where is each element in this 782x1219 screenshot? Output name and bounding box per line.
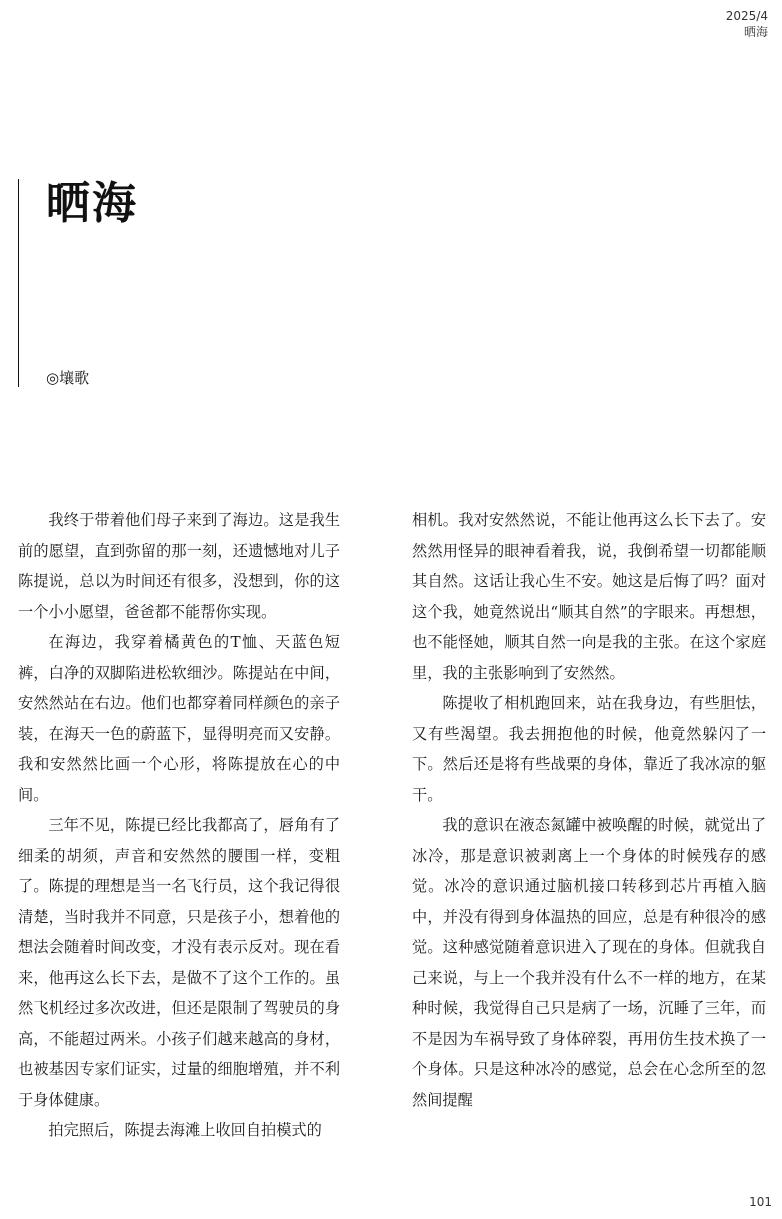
right-column <box>412 505 766 1115</box>
paragraph: 在海边，我穿着橘黄色的T恤、天蓝色短裤，白净的双脚陷进松软细沙。陈提站在中间，安然然站在右边。他们也都穿着同样颜色的亲子装，在海天一色的蔚蓝下，显得明亮而又安静。我和安然然比画一个心形，将陈提放在心的中间。 <box>18 633 340 804</box>
paragraph: 拍完照后，陈提去海滩上收回自拍模式的 <box>48 1121 322 1139</box>
running-header <box>726 8 768 40</box>
article-title: 晒海 <box>46 178 138 229</box>
paragraph: 我终于带着他们母子来到了海边。这是我生前的愿望，直到弥留的那一刻，还遗憾地对儿子陈提说，总以为时间还有很多，没想到，你的这一个小小愿望，爸爸都不能帮你实现。 <box>18 511 340 621</box>
page-number: 101 <box>749 1195 772 1209</box>
paragraph: 陈提收了相机跑回来，站在我身边，有些胆怯，又有些渴望。我去拥抱他的时候，他竟然躲闪了一下。然后还是将有些战栗的身体，靠近了我冰凉的躯干。 <box>412 694 766 804</box>
section-label: 晒海 <box>743 25 768 39</box>
left-column <box>18 505 340 1146</box>
author-byline: ◎壤歌 <box>46 369 90 387</box>
paragraph: 相机。我对安然然说，不能让他再这么长下去了。安然然用怪异的眼神看着我，说，我倒希望一切都能顺其自然。这话让我心生不安。她这是后悔了吗？面对这个我，她竟然说出“顺其自然”的字眼来。再想想，也不能怪她，顺其自然一向是我的主张。在这个家庭里，我的主张影响到了安然然。 <box>412 511 766 682</box>
paragraph: 我的意识在液态氮罐中被唤醒的时候，就觉出了冰冷，那是意识被剥离上一个身体的时候残存的感觉。冰冷的意识通过脑机接口转移到芯片再植入脑中，并没有得到身体温热的回应，总是有种很冷的感觉。这种感觉随着意识进入了现在的身体。但就我自己来说，与上一个我并没有什么不一样的地方，在某种时候，我觉得自己只是病了一场，沉睡了三年，而不是因为车祸导致了身体碎裂，再用仿生技术换了一个身体。只是这种冰冷的感觉，总会在心念所至的忽然间提醒 <box>412 816 766 1109</box>
paragraph: 三年不见，陈提已经比我都高了，唇角有了细柔的胡须，声音和安然然的腰围一样，变粗了。陈提的理想是当一名飞行员，这个我记得很清楚，当时我并不同意，只是孩子小，想着他的想法会随着时间改变，才没有表示反对。现在看来，他再这么长下去，是做不了这个工作的。虽然飞机经过多次改进，但还是限制了驾驶员的身高，不能超过两米。小孩子们越来越高的身材，也被基因专家们证实，过量的细胞增殖，并不利于身体健康。 <box>18 816 340 1109</box>
issue-label: 2025/4 <box>725 9 768 23</box>
title-divider <box>18 179 19 387</box>
